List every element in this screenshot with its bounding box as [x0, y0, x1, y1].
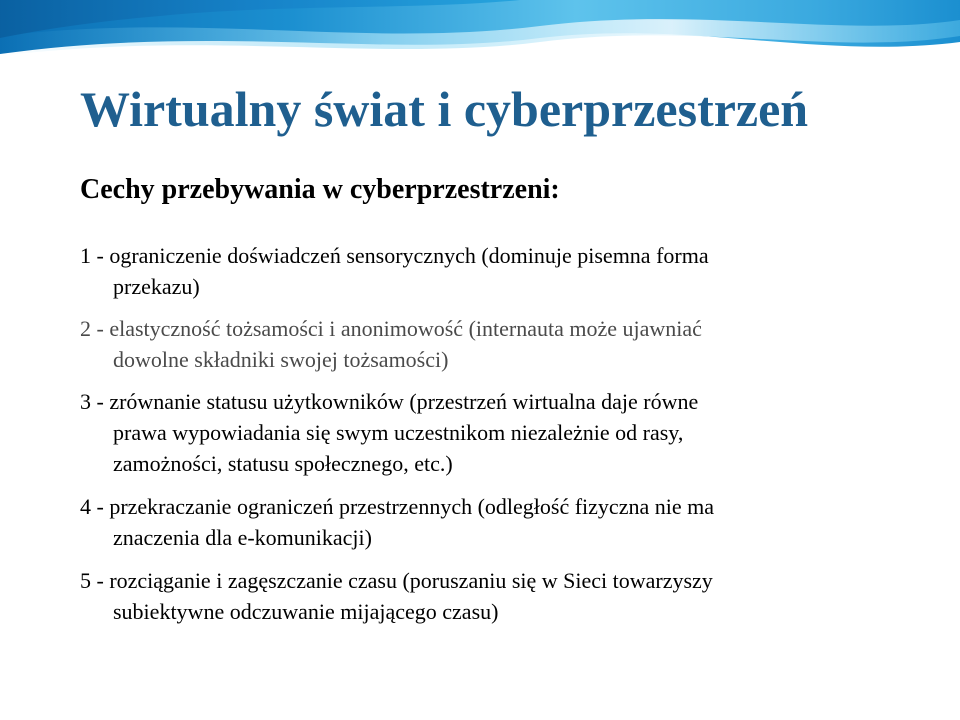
item-line: znaczenia dla e-komunikacji)	[113, 525, 372, 550]
item-line: prawa wypowiadania się swym uczestnikom niezależnie od rasy,	[113, 420, 684, 445]
slide-title: Wirtualny świat i cyberprzestrzeń	[80, 81, 809, 137]
item-line: 5 - rozciąganie i zagęszczanie czasu (poruszaniu się w Sieci towarzyszy	[80, 568, 713, 593]
list-item	[80, 386, 880, 479]
header-wave-banner	[0, 0, 960, 80]
item-line: dowolne składniki swojej tożsamości)	[113, 347, 449, 372]
item-line: 2 - elastyczność tożsamości i anonimowość (internauta może ujawniać	[80, 316, 702, 341]
item-line: subiektywne odczuwanie mijającego czasu)	[113, 599, 499, 624]
item-line: zamożności, statusu społecznego, etc.)	[113, 451, 453, 476]
slide-subtitle: Cechy przebywania w cyberprzestrzeni:	[80, 174, 560, 205]
list-item	[80, 313, 880, 375]
list-item	[80, 491, 880, 553]
list-item	[80, 240, 880, 302]
item-line: 1 - ograniczenie doświadczeń sensorycznych (dominuje pisemna forma	[80, 243, 709, 268]
list-item	[80, 565, 880, 627]
item-line: przekazu)	[113, 274, 200, 299]
item-line: 3 - zrównanie statusu użytkowników (przestrzeń wirtualna daje równe	[80, 389, 699, 414]
item-line: 4 - przekraczanie ograniczeń przestrzennych (odległość fizyczna nie ma	[80, 494, 714, 519]
